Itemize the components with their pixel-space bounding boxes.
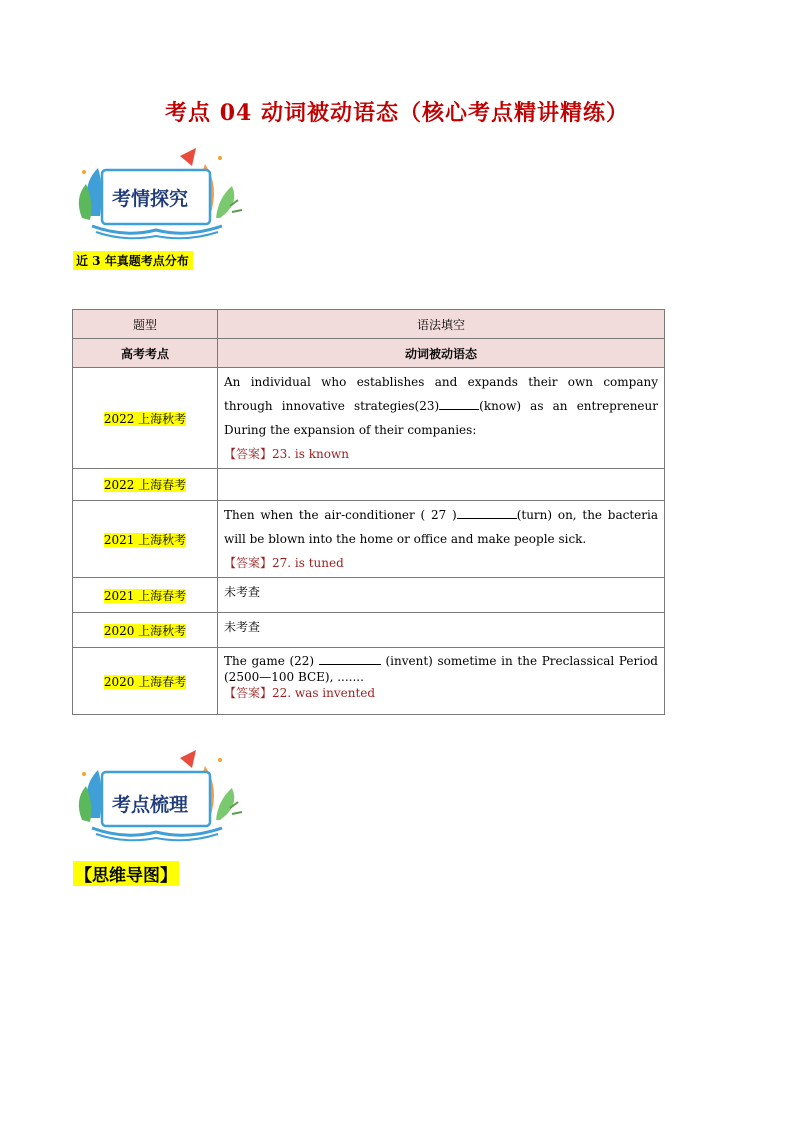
exploration-badge <box>70 146 240 238</box>
exam-label: 2022 上海秋考 <box>103 411 187 426</box>
table-row <box>73 648 665 715</box>
header-cell: 动词被动语态 <box>218 339 665 368</box>
question-cell: 未考查 <box>218 613 665 648</box>
table-row <box>73 368 665 469</box>
exam-label: 2020 上海春考 <box>103 674 187 689</box>
answer-text: 【答案】23. is known <box>224 447 349 461</box>
table-header-row <box>73 339 665 368</box>
table-row <box>73 613 665 648</box>
exam-distribution-table <box>72 309 665 715</box>
question-cell: An individual who establishes and expands their own company through innovative strategies(23) (know) as an entrepreneur During the expansion of their companies: 【答案】23. is known <box>218 368 665 469</box>
review-badge-label: 考点梳理 <box>111 794 188 816</box>
mindmap-heading: 【思维导图】 <box>73 861 179 886</box>
exploration-badge-label: 考情探究 <box>111 188 188 210</box>
table-row <box>73 578 665 613</box>
review-badge <box>70 748 240 840</box>
section-subheading: 近 3 年真题考点分布 <box>73 251 193 270</box>
exam-label: 2021 上海秋考 <box>103 532 187 547</box>
header-cell: 语法填空 <box>218 310 665 339</box>
question-cell <box>218 469 665 501</box>
question-cell: 未考查 <box>218 578 665 613</box>
table-header-row <box>73 310 665 339</box>
question-cell: The game (22) (invent) sometime in the Preclassical Period (2500—100 BCE), ....... 【答案】22. was invented <box>218 648 665 715</box>
header-cell: 题型 <box>73 310 218 339</box>
table-row <box>73 469 665 501</box>
page-title: 考点 04 动词被动语态（核心考点精讲精练） <box>165 100 629 126</box>
question-cell: Then when the air-conditioner ( 27 ) (turn) on, the bacteria will be blown into the home or office and make people sick. 【答案】27. is tuned <box>218 501 665 578</box>
exam-label: 2022 上海春考 <box>103 478 187 492</box>
exam-label: 2021 上海春考 <box>103 588 187 603</box>
header-cell: 高考考点 <box>73 339 218 368</box>
answer-text: 【答案】27. is tuned <box>224 556 344 570</box>
answer-text: 【答案】22. was invented <box>224 686 376 700</box>
table-row <box>73 501 665 578</box>
exam-label: 2020 上海秋考 <box>103 623 187 638</box>
